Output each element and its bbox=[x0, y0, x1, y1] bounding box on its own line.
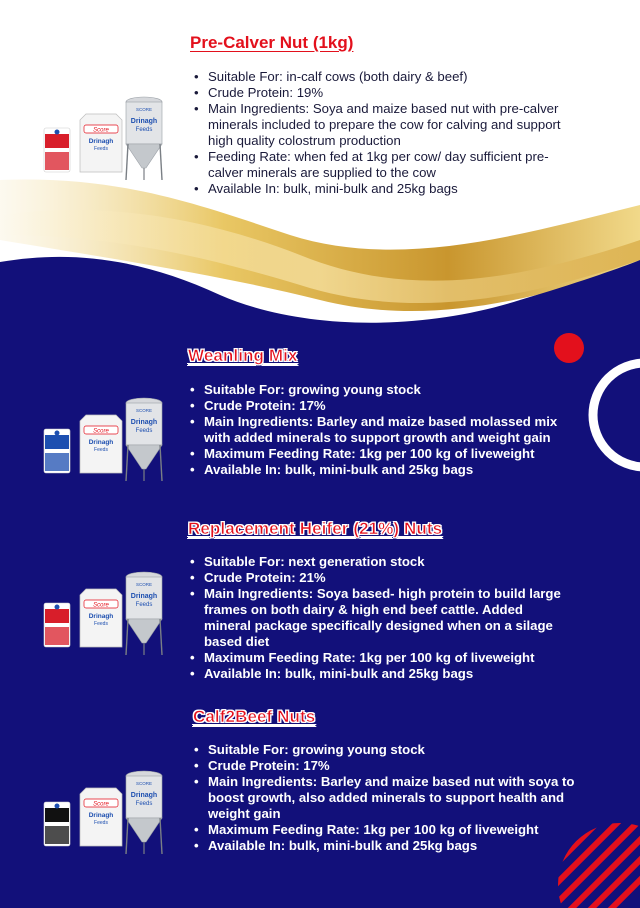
svg-text:Feeds: Feeds bbox=[135, 127, 153, 133]
bullet-item: • Main Ingredients: Soya based- high protein to build large frames on both dairy & high end beef cattle. Added mineral package specifically designed when on a silage based diet bbox=[190, 586, 565, 650]
svg-text:Drinagh: Drinagh bbox=[88, 138, 114, 145]
svg-text:Drinagh: Drinagh bbox=[130, 792, 158, 799]
feed-silo bbox=[126, 572, 162, 655]
section-title: Pre-Calver Nut (1kg) bbox=[190, 33, 354, 52]
bulk-bag bbox=[80, 589, 122, 647]
svg-text:SCORE: SCORE bbox=[135, 408, 153, 413]
section-title: Calf2Beef Nuts bbox=[193, 707, 316, 726]
svg-text:Feeds: Feeds bbox=[94, 621, 108, 627]
feed-bag bbox=[44, 128, 70, 172]
bullet-list bbox=[190, 554, 565, 682]
bullet-item: • Crude Protein: 19% bbox=[194, 85, 564, 101]
feed-silo bbox=[126, 398, 162, 481]
feed-silo bbox=[126, 771, 162, 854]
svg-text:Drinagh: Drinagh bbox=[88, 613, 114, 620]
bullet-item: • Available In: bulk, mini-bulk and 25kg bags bbox=[194, 838, 579, 854]
section-title: Weanling Mix bbox=[188, 346, 298, 365]
svg-text:SCORE: SCORE bbox=[135, 582, 153, 587]
bullet-item: • Crude Protein: 17% bbox=[190, 398, 580, 414]
bullet-item: • Available In: bulk, mini-bulk and 25kg bags bbox=[194, 181, 564, 197]
bullet-item: • Available In: bulk, mini-bulk and 25kg bags bbox=[190, 462, 580, 478]
bullet-list bbox=[190, 382, 580, 478]
product-picture bbox=[40, 393, 168, 485]
svg-text:Score: Score bbox=[93, 602, 109, 609]
bulk-bag bbox=[80, 415, 122, 473]
bullet-item: • Suitable For: in-calf cows (both dairy & beef) bbox=[194, 69, 564, 85]
product-picture bbox=[40, 567, 168, 659]
product-picture bbox=[40, 92, 168, 184]
svg-text:Drinagh: Drinagh bbox=[88, 439, 114, 446]
product-picture bbox=[40, 766, 168, 858]
svg-text:Drinagh: Drinagh bbox=[88, 812, 114, 819]
bulk-bag bbox=[80, 788, 122, 846]
section-title: Replacement Heifer (21%) Nuts bbox=[188, 519, 443, 538]
feed-bag bbox=[44, 603, 70, 647]
bullet-item: • Maximum Feeding Rate: 1kg per 100 kg of liveweight bbox=[190, 446, 580, 462]
bullet-item: • Available In: bulk, mini-bulk and 25kg bags bbox=[190, 666, 565, 682]
bullet-item: • Main Ingredients: Barley and maize based molassed mix with added minerals to support growth and weight gain bbox=[190, 414, 580, 446]
bullet-item: • Main Ingredients: Soya and maize based nut with pre-calver minerals included to prepare the cow for calving and support high quality colostrum production bbox=[194, 101, 564, 149]
product-image-calf2beef bbox=[40, 766, 168, 863]
feed-bag bbox=[44, 802, 70, 846]
bullet-list bbox=[194, 742, 579, 854]
svg-text:Feeds: Feeds bbox=[135, 801, 153, 807]
svg-text:Feeds: Feeds bbox=[94, 146, 108, 152]
svg-text:Feeds: Feeds bbox=[94, 820, 108, 826]
bullet-item: • Suitable For: growing young stock bbox=[190, 382, 580, 398]
bullet-item: • Crude Protein: 17% bbox=[194, 758, 579, 774]
svg-text:Drinagh: Drinagh bbox=[130, 593, 158, 600]
product-image-heifer bbox=[40, 567, 168, 664]
feed-bag bbox=[44, 429, 70, 473]
svg-text:Feeds: Feeds bbox=[94, 447, 108, 453]
svg-text:Score: Score bbox=[93, 801, 109, 808]
bulk-bag bbox=[80, 114, 122, 172]
red-dot bbox=[554, 333, 584, 363]
svg-text:Score: Score bbox=[93, 428, 109, 435]
bullet-list bbox=[194, 69, 564, 197]
svg-text:Drinagh: Drinagh bbox=[130, 118, 158, 125]
svg-text:Feeds: Feeds bbox=[135, 602, 153, 608]
bullet-item: • Crude Protein: 21% bbox=[190, 570, 565, 586]
bullet-item: • Maximum Feeding Rate: 1kg per 100 kg of liveweight bbox=[194, 822, 579, 838]
feed-silo bbox=[126, 97, 162, 180]
bullet-item: • Suitable For: growing young stock bbox=[194, 742, 579, 758]
svg-text:SCORE: SCORE bbox=[135, 781, 153, 786]
bullet-item: • Maximum Feeding Rate: 1kg per 100 kg of liveweight bbox=[190, 650, 565, 666]
svg-text:Drinagh: Drinagh bbox=[130, 419, 158, 426]
bullet-item: • Main Ingredients: Barley and maize based nut with soya to boost growth, also added minerals to support health and weight gain bbox=[194, 774, 579, 822]
bullet-item: • Suitable For: next generation stock bbox=[190, 554, 565, 570]
svg-text:Feeds: Feeds bbox=[135, 428, 153, 434]
bullet-item: • Feeding Rate: when fed at 1kg per cow/ day sufficient pre-calver minerals are supplied to the cow bbox=[194, 149, 564, 181]
svg-text:SCORE: SCORE bbox=[135, 107, 153, 112]
product-image-weanling bbox=[40, 393, 168, 490]
product-image-pre-calver bbox=[40, 92, 168, 189]
svg-text:Score: Score bbox=[93, 127, 109, 134]
